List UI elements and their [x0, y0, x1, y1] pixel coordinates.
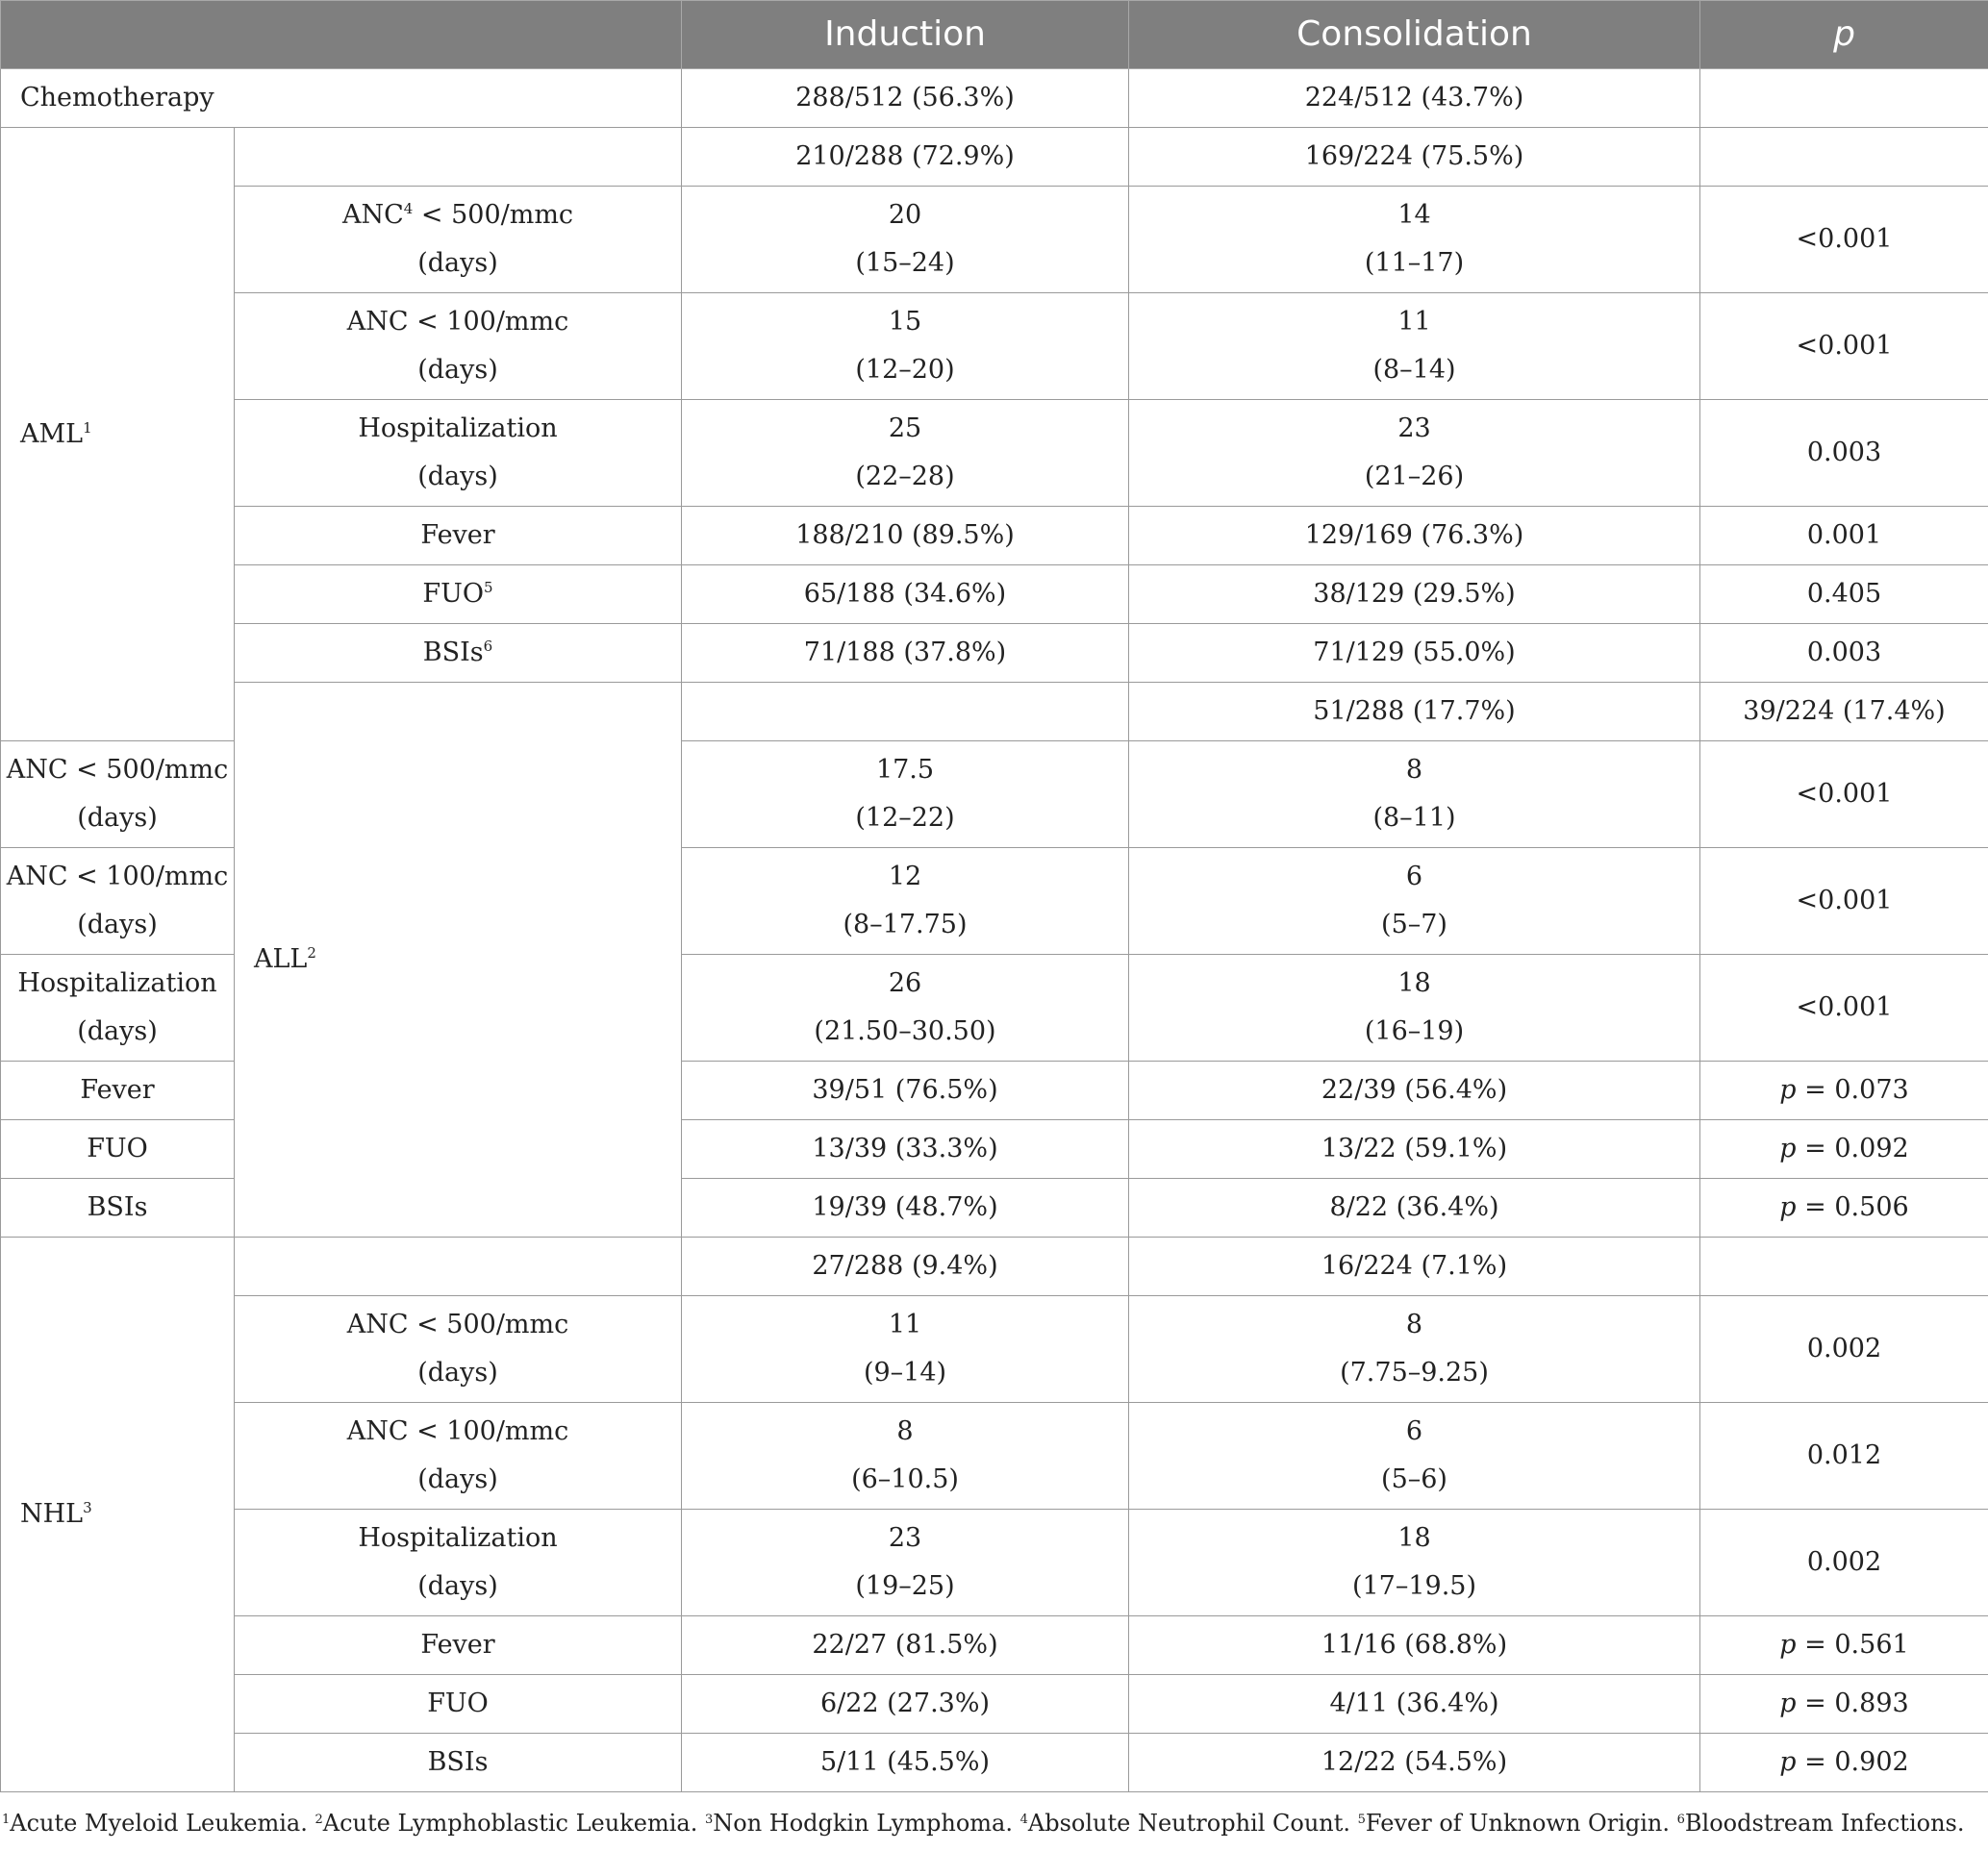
consolidation-value: 8 (8–11): [1129, 741, 1700, 848]
table-row: [1, 400, 1988, 507]
p-value: <0.001: [1700, 741, 1988, 848]
row-label: Fever: [235, 507, 682, 565]
chemo-label: Chemotherapy: [1, 69, 682, 128]
row-label: Hospitalization (days): [235, 400, 682, 507]
table-row: [1, 1510, 1988, 1616]
table-row: [1, 507, 1988, 565]
consolidation-value: 22/39 (56.4%): [1129, 1062, 1700, 1120]
p-value: 0.002: [1700, 1510, 1988, 1616]
p-value: <0.001: [1700, 848, 1988, 955]
table-row: [1, 1675, 1988, 1734]
group-label-nhl: NHL$^3$: [1, 1238, 235, 1792]
induction-value: 25 (22–28): [682, 400, 1129, 507]
p-value: 0.002: [1700, 1296, 1988, 1403]
all-total-induction: 51/288 (17.7%): [1129, 683, 1700, 741]
row-label: [682, 683, 1129, 741]
induction-value: 12 (8–17.75): [682, 848, 1129, 955]
aml-total-consolidation: 169/224 (75.5%): [1129, 128, 1700, 187]
header-blank: [1, 1, 682, 69]
row-label: BSIs$^6$: [235, 624, 682, 683]
p-value: p = 0.561: [1700, 1616, 1988, 1675]
p-value: <0.001: [1700, 955, 1988, 1062]
row-label: [235, 1238, 682, 1296]
consolidation-value: 71/129 (55.0%): [1129, 624, 1700, 683]
consolidation-value: 129/169 (76.3%): [1129, 507, 1700, 565]
p-value: 0.001: [1700, 507, 1988, 565]
consolidation-value: 4/11 (36.4%): [1129, 1675, 1700, 1734]
induction-value: 19/39 (48.7%): [682, 1179, 1129, 1238]
consolidation-value: 18 (17–19.5): [1129, 1510, 1700, 1616]
consolidation-value: 6 (5–7): [1129, 848, 1700, 955]
row-label: BSIs: [235, 1734, 682, 1792]
header-consolidation: Consolidation: [1129, 1, 1700, 69]
consolidation-value: 18 (16–19): [1129, 955, 1700, 1062]
table-row: [1, 1734, 1988, 1792]
row-label: [235, 128, 682, 187]
table-row: [1, 293, 1988, 400]
row-label: Fever: [235, 1616, 682, 1675]
induction-value: 71/188 (37.8%): [682, 624, 1129, 683]
p-value: 0.012: [1700, 1403, 1988, 1510]
row-label: ANC < 500/mmc (days): [1, 741, 235, 848]
consolidation-value: 6 (5–6): [1129, 1403, 1700, 1510]
induction-value: 13/39 (33.3%): [682, 1120, 1129, 1179]
p-value: 0.405: [1700, 565, 1988, 624]
p-value: p = 0.893: [1700, 1675, 1988, 1734]
induction-value: 8 (6–10.5): [682, 1403, 1129, 1510]
consolidation-value: 38/129 (29.5%): [1129, 565, 1700, 624]
p-value: 0.003: [1700, 624, 1988, 683]
footnote: $^1$Acute Myeloid Leukemia. $^2$Acute Lymphoblastic Leukemia. $^3$Non Hodgkin Lymphoma. $^4$Absolute Neutrophil Count. $^5$Fever of Unknown Origin. $^6$Bloodstream Infections.: [2, 1810, 1965, 1837]
table-row: [1, 187, 1988, 293]
induction-value: 6/22 (27.3%): [682, 1675, 1129, 1734]
row-label: Hospitalization (days): [1, 955, 235, 1062]
induction-value: 22/27 (81.5%): [682, 1616, 1129, 1675]
nhl-total-induction: 27/288 (9.4%): [682, 1238, 1129, 1296]
consolidation-value: 8 (7.75–9.25): [1129, 1296, 1700, 1403]
table-row: [1, 565, 1988, 624]
header-p: p: [1700, 1, 1988, 69]
induction-value: 65/188 (34.6%): [682, 565, 1129, 624]
row-label: FUO: [235, 1675, 682, 1734]
p-value: [1700, 128, 1988, 187]
p-value: p = 0.902: [1700, 1734, 1988, 1792]
row-label: ANC < 100/mmc (days): [235, 1403, 682, 1510]
row-label: Hospitalization (days): [235, 1510, 682, 1616]
induction-value: 20 (15–24): [682, 187, 1129, 293]
p-value: <0.001: [1700, 293, 1988, 400]
table-row: [1, 128, 1988, 187]
row-label: FUO: [1, 1120, 235, 1179]
row-label: FUO$^5$: [235, 565, 682, 624]
consolidation-value: 13/22 (59.1%): [1129, 1120, 1700, 1179]
header-induction: Induction: [682, 1, 1129, 69]
induction-value: 26 (21.50–30.50): [682, 955, 1129, 1062]
consolidation-value: 11/16 (68.8%): [1129, 1616, 1700, 1675]
consolidation-value: 14 (11–17): [1129, 187, 1700, 293]
row-label: ANC < 100/mmc (days): [1, 848, 235, 955]
chemo-induction: 288/512 (56.3%): [682, 69, 1129, 128]
row-label: ANC < 100/mmc (days): [235, 293, 682, 400]
table-row: [1, 1296, 1988, 1403]
induction-value: 188/210 (89.5%): [682, 507, 1129, 565]
group-label-all: ALL$^2$: [235, 683, 682, 1238]
row-label: Fever: [1, 1062, 235, 1120]
table-row: [1, 1238, 1988, 1296]
aml-total-induction: 210/288 (72.9%): [682, 128, 1129, 187]
header-row: [1, 1, 1988, 69]
p-value: p = 0.092: [1700, 1120, 1988, 1179]
group-label-aml: AML$^1$: [1, 128, 235, 741]
table-row: [1, 1616, 1988, 1675]
consolidation-value: 8/22 (36.4%): [1129, 1179, 1700, 1238]
table-row: [1, 683, 1988, 741]
table-row: [1, 624, 1988, 683]
nhl-total-consolidation: 16/224 (7.1%): [1129, 1238, 1700, 1296]
all-total-consolidation: 39/224 (17.4%): [1700, 683, 1988, 741]
chemo-p: [1700, 69, 1988, 128]
consolidation-value: 11 (8–14): [1129, 293, 1700, 400]
consolidation-value: 12/22 (54.5%): [1129, 1734, 1700, 1792]
table-row: [1, 1403, 1988, 1510]
p-value: p = 0.506: [1700, 1179, 1988, 1238]
induction-value: 17.5 (12–22): [682, 741, 1129, 848]
p-value: 0.003: [1700, 400, 1988, 507]
p-value: [1700, 1238, 1988, 1296]
row-label: $ANC^4 < 500/mmc$ (days): [235, 187, 682, 293]
row-label: BSIs: [1, 1179, 235, 1238]
chemotherapy-row: [1, 69, 1988, 128]
induction-value: 39/51 (76.5%): [682, 1062, 1129, 1120]
p-value: <0.001: [1700, 187, 1988, 293]
induction-value: 23 (19–25): [682, 1510, 1129, 1616]
induction-value: 11 (9–14): [682, 1296, 1129, 1403]
induction-value: 15 (12–20): [682, 293, 1129, 400]
consolidation-value: 23 (21–26): [1129, 400, 1700, 507]
induction-value: 5/11 (45.5%): [682, 1734, 1129, 1792]
row-label: ANC < 500/mmc (days): [235, 1296, 682, 1403]
p-value: p = 0.073: [1700, 1062, 1988, 1120]
chemo-consolidation: 224/512 (43.7%): [1129, 69, 1700, 128]
